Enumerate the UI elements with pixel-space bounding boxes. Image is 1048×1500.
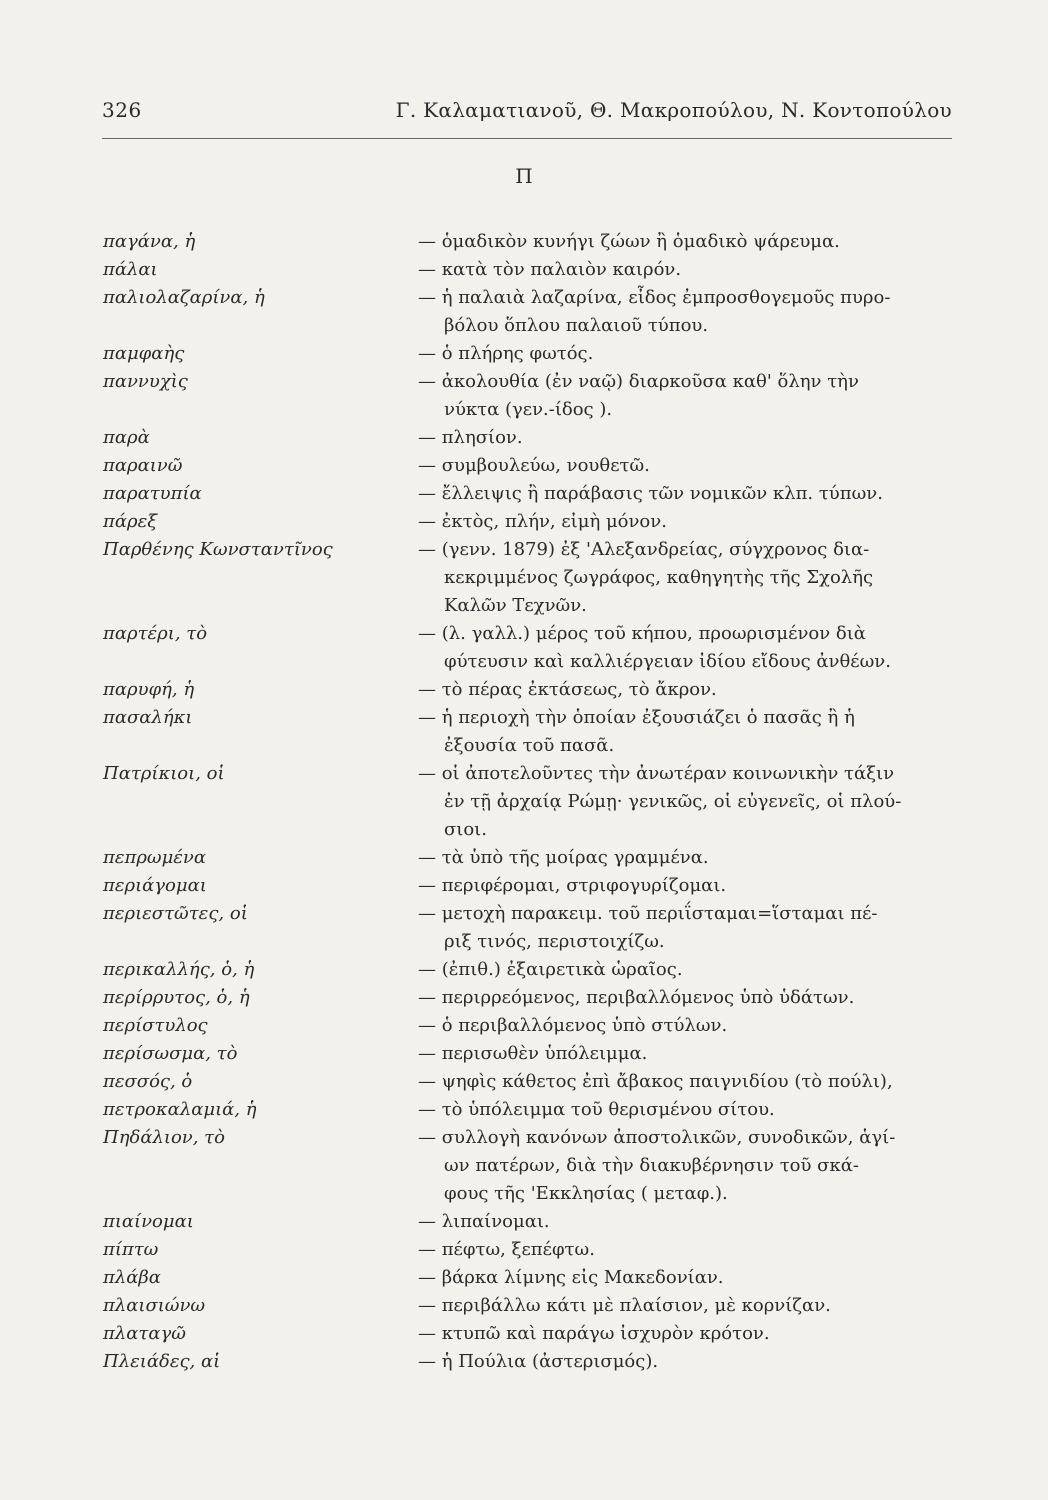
entry-definition — [418, 228, 953, 256]
definition-line: — οἱ ἀποτελοῦντες τὴν ἀνωτέραν κοινωνικὴν τάξιν — [418, 763, 895, 784]
entry-definition — [418, 1068, 953, 1096]
glossary-entry — [0, 508, 1048, 536]
definition-line: — (λ. γαλλ.) μέρος τοῦ κήπου, προωρισμένον διὰ — [418, 623, 866, 644]
glossary-entry — [0, 480, 1048, 508]
glossary-entry — [0, 1320, 1048, 1348]
entry-definition — [418, 1040, 953, 1068]
entry-term: περίστυλος — [103, 1015, 208, 1036]
entry-definition — [418, 1292, 953, 1320]
entry-term: πίπτω — [103, 1239, 159, 1260]
glossary-entry — [0, 1012, 1048, 1040]
entry-term: παρτέρι, τὸ — [103, 623, 208, 644]
definition-line: — (ἐπιθ.) ἐξαιρετικὰ ὡραῖος. — [418, 959, 683, 980]
entry-definition — [418, 508, 953, 536]
entry-term: περιάγομαι — [103, 875, 207, 896]
definition-line: — ἡ Πούλια (ἀστερισμός). — [418, 1351, 659, 1372]
entry-definition — [418, 956, 953, 984]
entry-term: παρατυπία — [103, 483, 202, 504]
definition-line: — τὸ πέρας ἐκτάσεως, τὸ ἄκρον. — [418, 679, 717, 700]
entry-term: πάρεξ — [103, 511, 158, 532]
entry-term: περίρρυτος, ὁ, ἡ — [103, 987, 250, 1008]
definition-line: — τὰ ὑπὸ τῆς μοίρας γραμμένα. — [418, 847, 709, 868]
running-head: Γ. Καλαματιανοῦ, Θ. Μακροπούλου, Ν. Κοντοπούλου — [395, 98, 952, 122]
definition-line: — περιρρεόμενος, περιβαλλόμενος ὑπὸ ὑδάτων. — [418, 987, 855, 1008]
entry-definition — [418, 1208, 953, 1236]
entry-term: πεπρωμένα — [103, 847, 207, 868]
definition-line: — περισωθὲν ὑπόλειμμα. — [418, 1043, 648, 1064]
definition-line: — συλλογὴ κανόνων ἀποστολικῶν, συνοδικῶν, ἁγί- — [418, 1127, 896, 1148]
entry-definition — [418, 536, 953, 620]
definition-line: — ψηφὶς κάθετος ἐπὶ ἄβακος παιγνιδίου (τὸ πούλι), — [418, 1071, 893, 1092]
definition-line: — πλησίον. — [418, 427, 523, 448]
entry-definition — [418, 1096, 953, 1124]
glossary-entry — [0, 452, 1048, 480]
entry-term: πλαταγῶ — [103, 1323, 186, 1344]
definition-line: — κτυπῶ καὶ παράγω ἰσχυρὸν κρότον. — [418, 1323, 770, 1344]
entry-definition — [418, 984, 953, 1012]
glossary-entry — [0, 340, 1048, 368]
glossary-entry — [0, 620, 1048, 676]
definition-line: — τὸ ὑπόλειμμα τοῦ θερισμένου σίτου. — [418, 1099, 775, 1120]
glossary-entry — [0, 1096, 1048, 1124]
glossary-entry — [0, 536, 1048, 620]
entry-term: παραινῶ — [103, 455, 183, 476]
entry-definition — [418, 1348, 953, 1376]
glossary-entry — [0, 1124, 1048, 1208]
entry-term: περίσωσμα, τὸ — [103, 1043, 238, 1064]
glossary-entry — [0, 1040, 1048, 1068]
definition-line: σιοι. — [444, 819, 487, 840]
entry-definition — [418, 480, 953, 508]
glossary-entry — [0, 284, 1048, 340]
entry-definition — [418, 620, 953, 676]
entry-term: Παρθένης Κωνσταντῖνος — [103, 539, 333, 560]
entry-term: περιεστῶτες, οἱ — [103, 903, 248, 924]
entry-term: παμφαὴς — [103, 343, 185, 364]
entry-term: πάλαι — [103, 259, 158, 280]
definition-line: φους τῆς 'Εκκλησίας ( μεταφ.). — [444, 1183, 728, 1204]
definition-line: νύκτα (γεν.-ίδος ). — [444, 399, 613, 420]
definition-line: — ὁμαδικὸν κυνήγι ζώων ἢ ὁμαδικὸ ψάρευμα. — [418, 231, 840, 252]
definition-line: — πέφτω, ξεπέφτω. — [418, 1239, 595, 1260]
glossary-entry — [0, 844, 1048, 872]
glossary-entry — [0, 900, 1048, 956]
entry-term: Πατρίκιοι, οἱ — [103, 763, 225, 784]
glossary-entry — [0, 1208, 1048, 1236]
definition-line: — λιπαίνομαι. — [418, 1211, 550, 1232]
entry-definition — [418, 900, 953, 956]
definition-line: — κατὰ τὸν παλαιὸν καιρόν. — [418, 259, 682, 280]
entry-term: παρὰ — [103, 427, 150, 448]
definition-line: — ἡ παλαιὰ λαζαρίνα, εἶδος ἐμπροσθογεμοῦς πυρο- — [418, 287, 891, 308]
definition-line: — (γενν. 1879) ἐξ 'Αλεξανδρείας, σύγχρονος δια- — [418, 539, 870, 560]
entry-definition — [418, 284, 953, 340]
glossary-entry — [0, 956, 1048, 984]
glossary-entry — [0, 256, 1048, 284]
glossary-entry — [0, 1068, 1048, 1096]
entry-term: παλιολαζαρίνα, ἡ — [103, 287, 265, 308]
glossary-entry — [0, 1348, 1048, 1376]
glossary-entry — [0, 704, 1048, 760]
glossary-entry — [0, 424, 1048, 452]
entry-definition — [418, 1012, 953, 1040]
definition-line: φύτευσιν καὶ καλλιέργειαν ἰδίου εἴδους ἀνθέων. — [444, 651, 891, 672]
entry-definition — [418, 844, 953, 872]
entry-definition — [418, 256, 953, 284]
entry-definition — [418, 1124, 953, 1208]
definition-line: — ἀκολουθία (ἐν ναῷ) διαρκοῦσα καθ' ὅλην τὴν — [418, 371, 859, 392]
glossary-entry — [0, 1236, 1048, 1264]
entry-term: πιαίνομαι — [103, 1211, 194, 1232]
entry-definition — [418, 1320, 953, 1348]
entry-definition — [418, 424, 953, 452]
definition-line: ων πατέρων, διὰ τὴν διακυβέρνησιν τοῦ σκά- — [444, 1155, 859, 1176]
entry-term: παγάνα, ἡ — [103, 231, 196, 252]
entry-definition — [418, 368, 953, 424]
entry-term: πλαισιώνω — [103, 1295, 206, 1316]
entry-term: πλάβα — [103, 1267, 161, 1288]
definition-line: — βάρκα λίμνης εἰς Μακεδονίαν. — [418, 1267, 724, 1288]
entry-definition — [418, 1236, 953, 1264]
definition-line: — ὁ πλήρης φωτός. — [418, 343, 594, 364]
definition-line: ἐξουσία τοῦ πασᾶ. — [444, 735, 615, 756]
entry-definition — [418, 1264, 953, 1292]
entry-term: περικαλλής, ὁ, ἡ — [103, 959, 255, 980]
entry-definition — [418, 676, 953, 704]
entry-definition — [418, 760, 953, 844]
definition-line: ἐν τῇ ἀρχαίᾳ Ρώμῃ· γενικῶς, οἱ εὐγενεῖς, οἱ πλού- — [444, 791, 902, 812]
entry-term: πετροκαλαμιά, ἡ — [103, 1099, 257, 1120]
entry-term: πεσσός, ὁ — [103, 1071, 193, 1092]
entry-term: Πλειάδες, αἱ — [103, 1351, 221, 1372]
definition-line: — ἐκτὸς, πλήν, εἰμὴ μόνον. — [418, 511, 667, 532]
definition-line: — μετοχὴ παρακειμ. τοῦ περιΐσταμαι=ἵσταμαι πέ- — [418, 903, 878, 924]
entry-term: πασαλήκι — [103, 707, 193, 728]
entry-definition — [418, 452, 953, 480]
glossary-entry — [0, 984, 1048, 1012]
glossary-entry — [0, 228, 1048, 256]
glossary-entry — [0, 760, 1048, 844]
definition-line: βόλου ὅπλου παλαιοῦ τύπου. — [444, 315, 709, 336]
definition-line: Καλῶν Τεχνῶν. — [444, 595, 587, 616]
glossary-entry — [0, 872, 1048, 900]
entry-definition — [418, 340, 953, 368]
page-number: 326 — [102, 98, 142, 122]
entry-term: παννυχὶς — [103, 371, 188, 392]
definition-line: — ἡ περιοχὴ τὴν ὁποίαν ἐξουσιάζει ὁ πασᾶς ἢ ἡ — [418, 707, 855, 728]
glossary-entry — [0, 368, 1048, 424]
definition-line: — περιβάλλω κάτι μὲ πλαίσιον, μὲ κορνίζαν. — [418, 1295, 831, 1316]
entry-term: Πηδάλιον, τὸ — [103, 1127, 225, 1148]
glossary-entry — [0, 1264, 1048, 1292]
glossary-entries — [0, 228, 1048, 1376]
definition-line: — περιφέρομαι, στριφογυρίζομαι. — [418, 875, 727, 896]
entry-term: παρυφή, ἡ — [103, 679, 195, 700]
page-header — [102, 98, 952, 139]
section-letter: Π — [515, 164, 533, 188]
definition-line: — ἔλλειψις ἢ παράβασις τῶν νομικῶν κλπ. τύπων. — [418, 483, 883, 504]
entry-definition — [418, 704, 953, 760]
glossary-entry — [0, 676, 1048, 704]
definition-line: — ὁ περιβαλλόμενος ὑπὸ στύλων. — [418, 1015, 728, 1036]
definition-line: — συμβουλεύω, νουθετῶ. — [418, 455, 650, 476]
entry-definition — [418, 872, 953, 900]
definition-line: κεκριμμένος ζωγράφος, καθηγητὴς τῆς Σχολῆς — [444, 567, 874, 588]
definition-line: ριξ τινός, περιστοιχίζω. — [444, 931, 665, 952]
glossary-entry — [0, 1292, 1048, 1320]
